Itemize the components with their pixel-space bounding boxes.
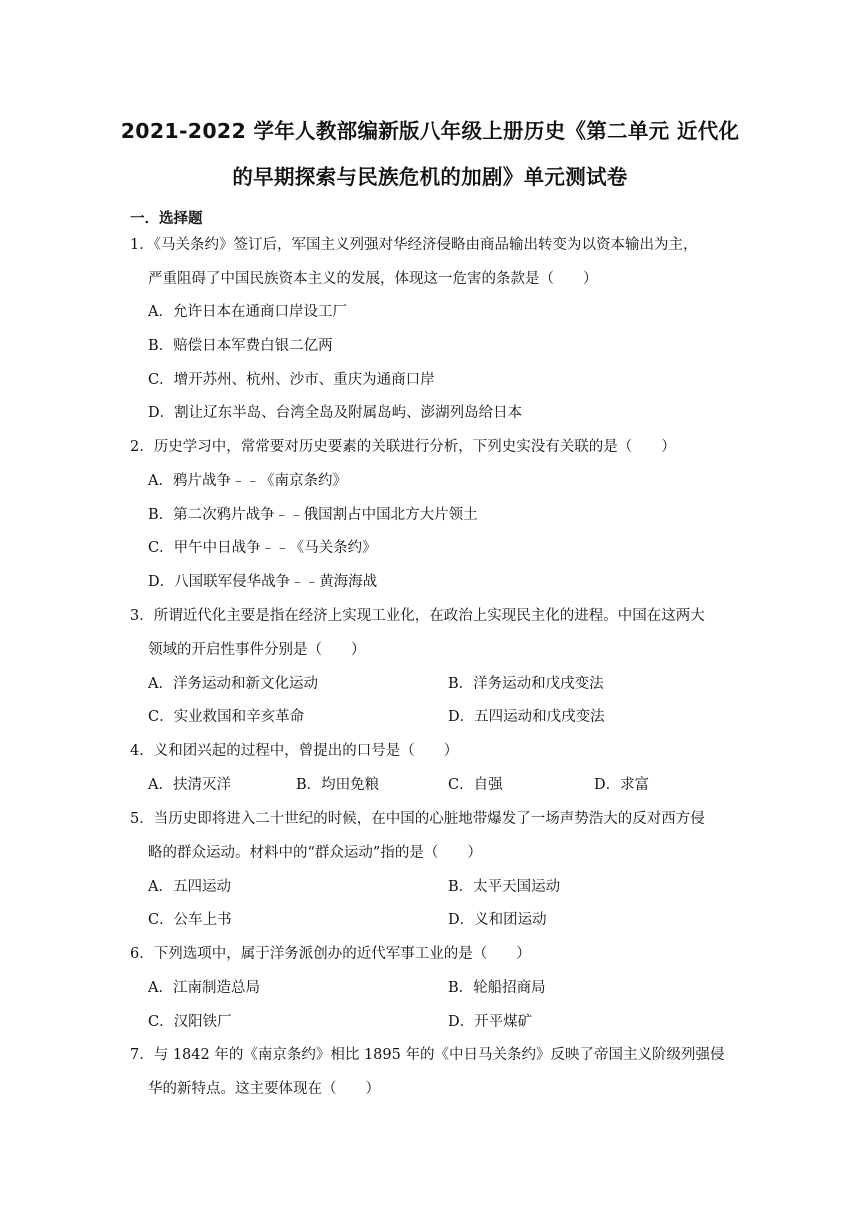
- question-6-option-d: D．开平煤矿: [448, 1014, 533, 1030]
- question-3-option-d: D．五四运动和戊戌变法: [448, 709, 605, 725]
- question-4-stem-line-1: 4．义和团兴起的过程中，曾提出的口号是（ ）: [130, 743, 459, 759]
- question-5-option-d: D．义和团运动: [448, 912, 547, 928]
- question-2-stem-line-1: 2．历史学习中，常常要对历史要素的关联进行分析，下列史实没有关联的是（ ）: [130, 439, 676, 455]
- question-5-stem-line-1: 5．当历史即将进入二十世纪的时候，在中国的心脏地带爆发了一场声势浩大的反对西方侵: [130, 811, 705, 827]
- question-2-option-c: C．甲午中日战争﹣﹣《马关条约》: [148, 540, 377, 556]
- question-3-option-c: C．实业救国和辛亥革命: [148, 709, 305, 725]
- question-6-option-a: A．江南制造总局: [148, 980, 260, 996]
- question-1-option-c: C．增开苏州、杭州、沙市、重庆为通商口岸: [148, 372, 435, 388]
- page-title-line-2: 的早期探索与民族危机的加剧》单元测试卷: [232, 165, 628, 189]
- question-1-option-b: B．赔偿日本军费白银二亿两: [148, 338, 333, 354]
- question-1-option-d: D．割让辽东半岛、台湾全岛及附属岛屿、澎湖列岛给日本: [148, 405, 523, 421]
- question-6-option-b: B．轮船招商局: [448, 980, 546, 996]
- question-7-stem-line-1: 7．与 1842 年的《南京条约》相比 1895 年的《中日马关条约》反映了帝国主义阶级列强侵: [130, 1047, 725, 1063]
- question-5-stem-line-2: 略的群众运动。材料中的“群众运动”指的是（ ）: [148, 845, 482, 861]
- question-3-option-a: A．洋务运动和新文化运动: [148, 676, 318, 692]
- question-4-option-b: B．均田免粮: [296, 777, 380, 793]
- question-1-stem-line-2: 严重阻碍了中国民族资本主义的发展，体现这一危害的条款是（ ）: [148, 271, 598, 287]
- question-5-option-b: B．太平天国运动: [448, 879, 561, 895]
- question-2-option-a: A．鸦片战争﹣﹣《南京条约》: [148, 473, 347, 489]
- question-5-option-a: A．五四运动: [148, 879, 231, 895]
- question-1-option-a: A．允许日本在通商口岸设工厂: [148, 304, 347, 320]
- question-4-option-a: A．扶清灭洋: [148, 777, 231, 793]
- section-heading: 一．选择题: [130, 211, 203, 227]
- question-3-option-b: B．洋务运动和戊戌变法: [448, 676, 604, 692]
- page-title-line-1: 2021-2022 学年人教部编新版八年级上册历史《第二单元 近代化: [120, 119, 740, 143]
- question-3-stem-line-2: 领域的开启性事件分别是（ ）: [148, 642, 366, 658]
- question-5-option-c: C．公车上书: [148, 912, 232, 928]
- question-6-option-c: C．汉阳铁厂: [148, 1014, 232, 1030]
- question-2-option-d: D．八国联军侵华战争﹣﹣黄海海战: [148, 574, 378, 590]
- question-4-option-c: C．自强: [448, 777, 503, 793]
- question-7-stem-line-2: 华的新特点。这主要体现在（ ）: [148, 1081, 380, 1097]
- question-3-stem-line-1: 3．所谓近代化主要是指在经济上实现工业化，在政治上实现民主化的进程。中国在这两大: [130, 608, 705, 624]
- question-4-option-d: D．求富: [594, 777, 650, 793]
- question-1-stem-line-1: 1．《马关条约》签订后，军国主义列强对华经济侵略由商品输出转变为以资本输出为主，: [130, 237, 698, 253]
- question-2-option-b: B．第二次鸦片战争﹣﹣俄国割占中国北方大片领土: [148, 507, 478, 523]
- question-6-stem-line-1: 6．下列选项中，属于洋务派创办的近代军事工业的是（ ）: [130, 946, 531, 962]
